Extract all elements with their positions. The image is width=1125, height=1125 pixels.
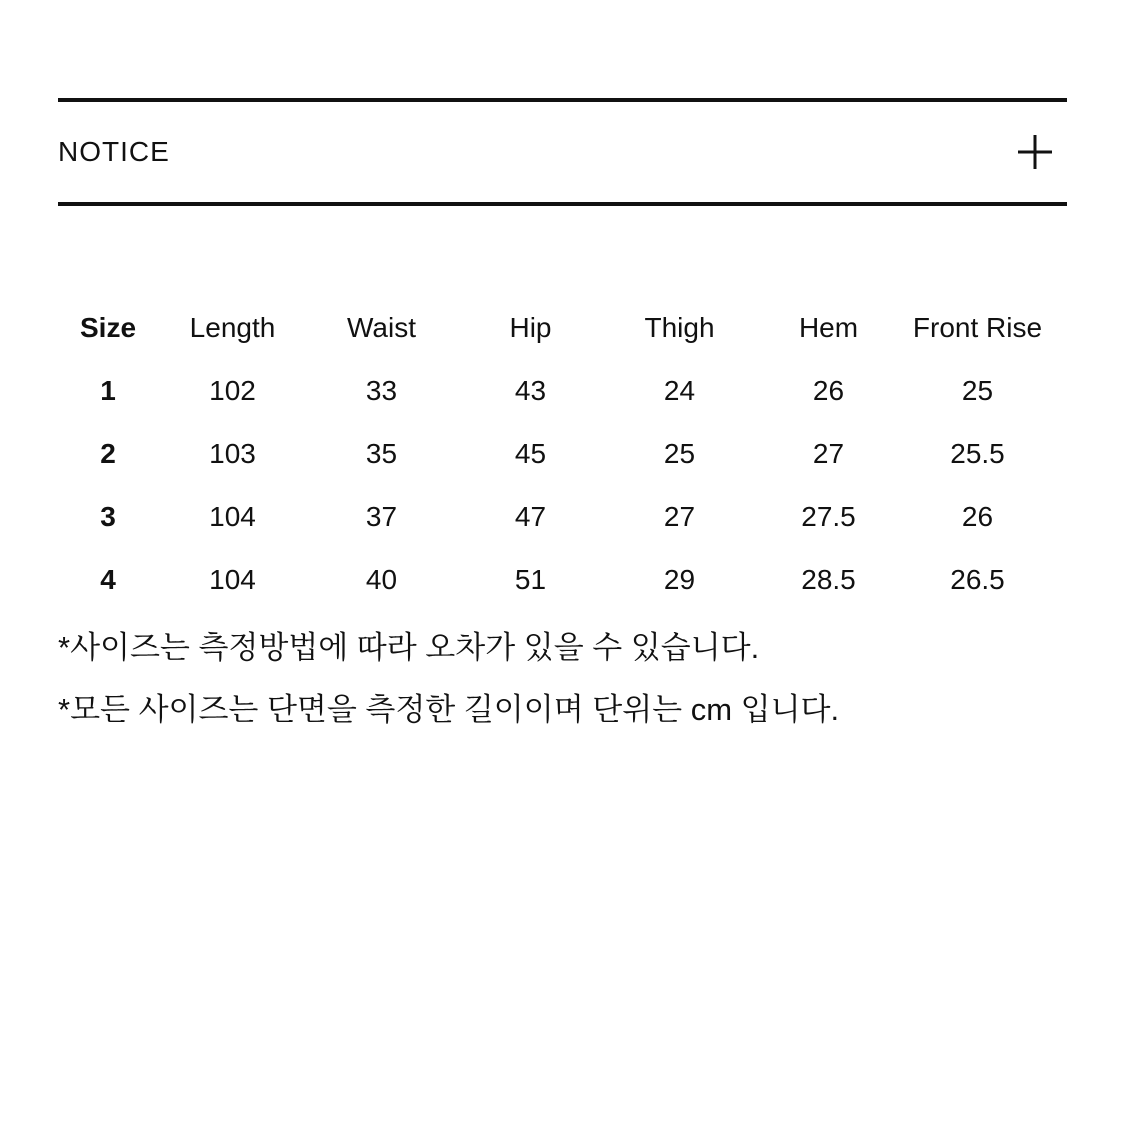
size-value-cell: 26.5 [950,563,1005,595]
size-table-header: Waist [347,311,416,343]
size-value-cell: 27.5 [801,500,856,532]
size-table-header: Hem [798,311,859,343]
size-value-cell: 104 [209,563,256,595]
size-value-cell: 26 [812,374,845,406]
size-value-cell: 45 [514,437,547,469]
size-note: *사이즈는 측정방법에 따라 오차가 있을 수 있습니다. [58,629,760,665]
size-value-cell: 37 [365,500,398,532]
size-label-cell: 2 [100,437,116,469]
size-value-cell: 33 [365,374,398,406]
plus-icon[interactable] [1015,132,1055,172]
size-notes [58,613,1067,737]
size-value-cell: 103 [209,437,256,469]
size-table-header: Front Rise [912,311,1043,343]
size-value-cell: 35 [365,437,398,469]
size-table-header: Hip [509,311,552,343]
size-table [58,296,1052,611]
size-label-cell: 3 [100,500,116,532]
size-value-cell: 26 [961,500,994,532]
size-table-header: Length [189,311,276,343]
size-value-cell: 102 [209,374,256,406]
size-value-cell: 24 [663,374,696,406]
notice-title: NOTICE [58,136,170,167]
size-label-cell: 1 [100,374,116,406]
size-value-cell: 40 [365,563,398,595]
size-value-cell: 25 [663,437,696,469]
notice-accordion-header[interactable] [58,102,1067,202]
size-value-cell: 28.5 [801,563,856,595]
size-value-cell: 25 [961,374,994,406]
size-value-cell: 43 [514,374,547,406]
size-table-header: Thigh [644,311,715,343]
size-note: *모든 사이즈는 단면을 측정한 길이이며 단위는 cm 입니다. [58,691,840,727]
size-label-cell: 4 [100,563,116,595]
size-value-cell: 27 [812,437,845,469]
size-value-cell: 27 [663,500,696,532]
size-value-cell: 104 [209,500,256,532]
size-value-cell: 47 [514,500,547,532]
divider-bottom [58,202,1067,206]
size-table-header: Size [79,311,137,343]
size-value-cell: 51 [514,563,547,595]
size-value-cell: 29 [663,563,696,595]
size-value-cell: 25.5 [950,437,1005,469]
